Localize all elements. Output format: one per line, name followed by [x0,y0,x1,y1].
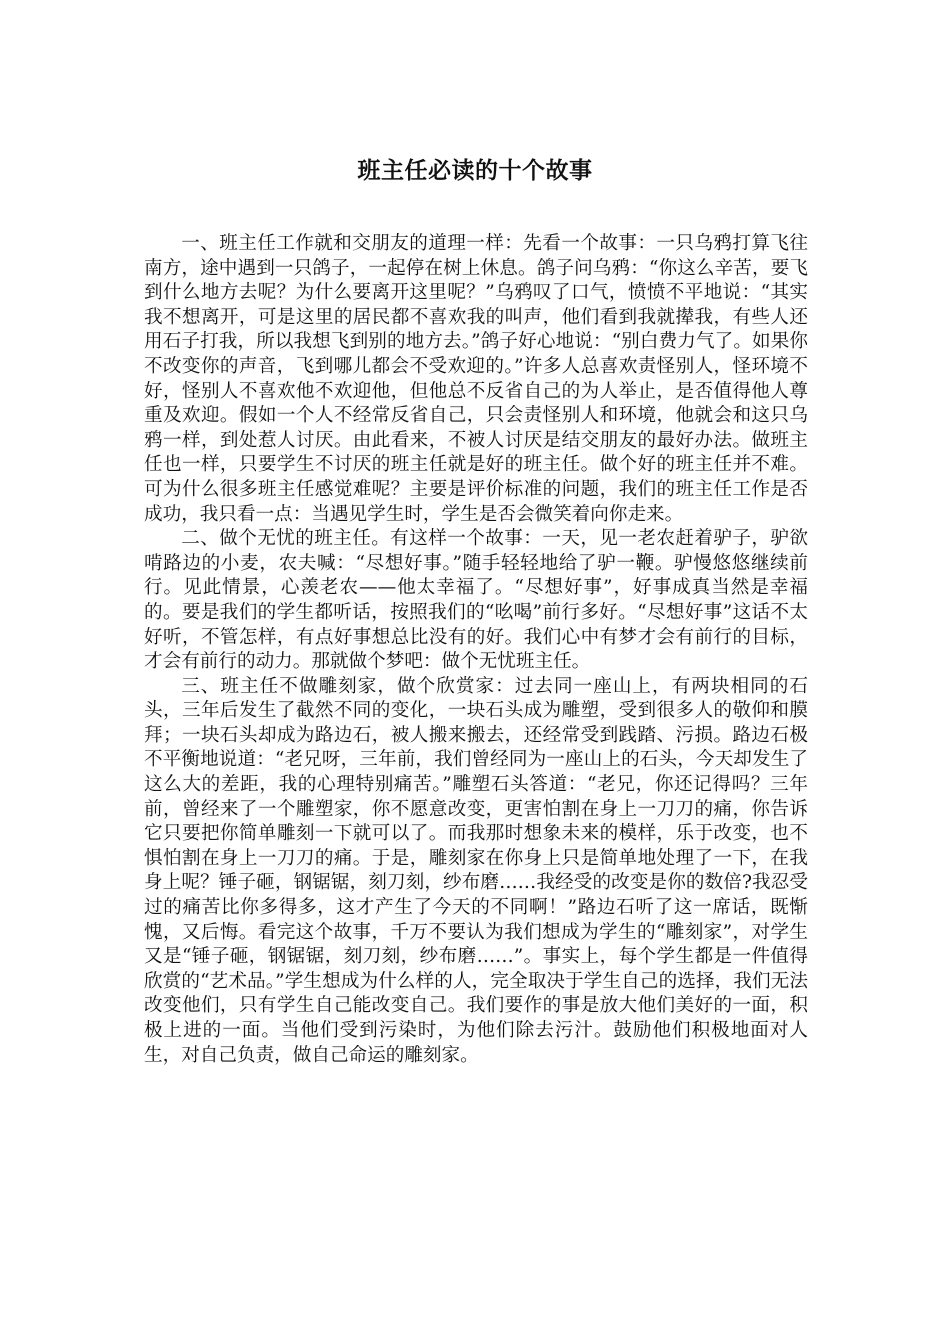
paragraph-1: 一、班主任工作就和交朋友的道理一样：先看一个故事：一只乌鸦打算飞往南方，途中遇到一只鸽子，一起停在树上休息。鸽子问乌鸦：“你这么辛苦，要飞到什么地方去呢？为什么要离开这里呢？”乌鸦叹了口气，愤愤不平地说：“其实我不想离开，可是这里的居民都不喜欢我的叫声，他们看到我就撵我，有些人还用石子打我，所以我想飞到别的地方去。”鸽子好心地说：“别白费力气了。如果你不改变你的声音，飞到哪儿都会不受欢迎的。”许多人总喜欢责怪别人，怪环境不好，怪别人不喜欢他不欢迎他，但他总不反省自己的为人举止，是否值得他人尊重及欢迎。假如一个人不经常反省自己，只会责怪别人和环境，他就会和这只乌鸦一样，到处惹人讨厌。由此看来，不被人讨厌是结交朋友的最好办法。做班主任也一样，只要学生不讨厌的班主任就是好的班主任。做个好的班主任并不难。可为什么很多班主任感觉难呢？主要是评价标准的问题，我们的班主任工作是否成功，我只看一点：当遇见学生时，学生是否会微笑着向你走来。 [144,233,808,525]
paragraph-3: 三、班主任不做雕刻家，做个欣赏家：过去同一座山上，有两块相同的石头，三年后发生了截然不同的变化，一块石头成为雕塑，受到很多人的敬仰和膜拜；一块石头却成为路边石，被人搬来搬去，还经常受到践踏、污损。路边石极不平衡地说道：“老兄呀，三年前，我们曾经同为一座山上的石头，今天却发生了这么大的差距，我的心理特别痛苦。”雕塑石头答道：“老兄，你还记得吗？三年前，曾经来了一个雕塑家，你不愿意改变，更害怕割在身上一刀刀的痛，你告诉它只要把你简单雕刻一下就可以了。而我那时想象未来的模样，乐于改变，也不惧怕割在身上一刀刀的痛。于是，雕刻家在你身上只是简单地处理了一下，在我身上呢？锤子砸，钢锯锯，刻刀刻，纱布磨……我经受的改变是你的数倍?我忍受过的痛苦比你多得多，这才产生了今天的不同啊！”路边石听了这一席话，既惭愧，又后悔。看完这个故事，千万不要认为我们想成为学生的“雕刻家”，对学生又是“锤子砸，钢锯锯，刻刀刻，纱布磨……”。事实上，每个学生都是一件值得欣赏的“艺术品。”学生想成为什么样的人，完全取决于学生自己的选择，我们无法改变他们，只有学生自己能改变自己。我们要作的事是放大他们美好的一面，积极上进的一面。当他们受到污染时，为他们除去污汁。鼓励他们积极地面对人生，对自己负责，做自己命运的雕刻家。 [144,675,808,1066]
document-title: 班主任必读的十个故事 [357,158,593,184]
paragraph-2: 二、做个无忧的班主任。有这样一个故事：一天，见一老农赶着驴子，驴欲啃路边的小麦，农夫喊：“尽想好事。”随手轻轻地给了驴一鞭。驴慢悠悠继续前行。见此情景，心羡老农——他太幸福了。“尽想好事”，好事成真当然是幸福的。要是我们的学生都听话，按照我们的“吆喝”前行多好。“尽想好事”这话不太好听，不管怎样，有点好事想总比没有的好。我们心中有梦才会有前行的目标，才会有前行的动力。那就做个梦吧：做个无忧班主任。 [144,528,808,673]
document-body [144,232,808,1068]
